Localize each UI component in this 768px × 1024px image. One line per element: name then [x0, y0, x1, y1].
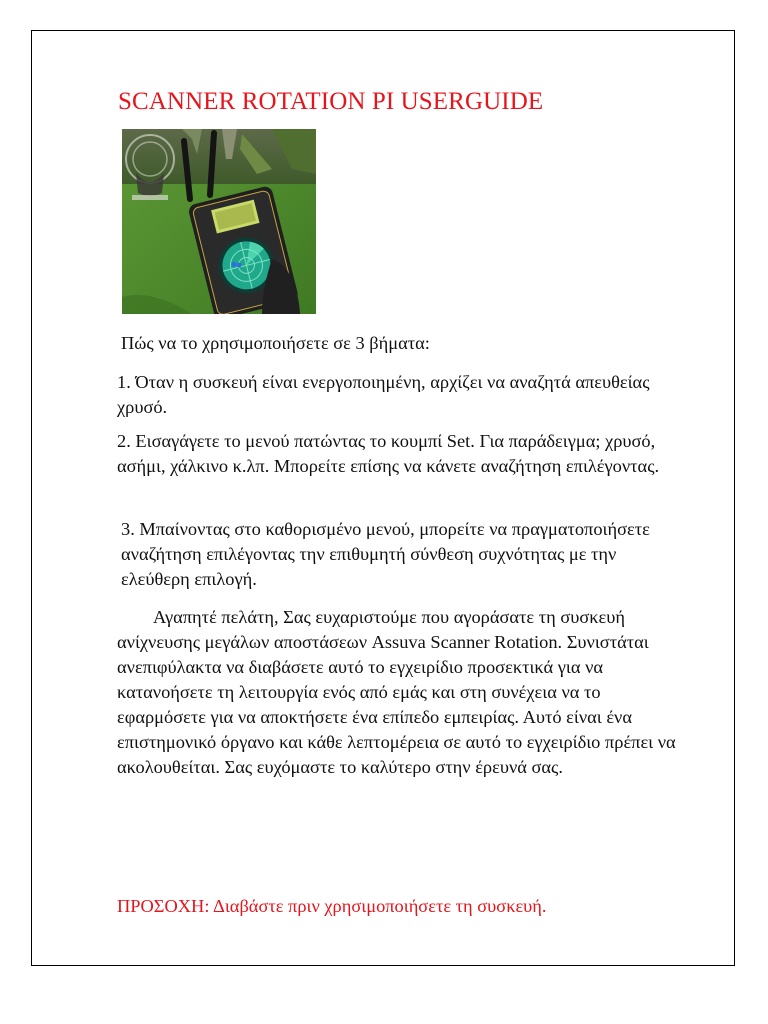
step-2-text: 2. Εισαγάγετε το μενού πατώντας το κουμπί Set. Για παράδειγμα; χρυσό, ασήμι, χάλκινο κ.λπ. Μπορείτε επίσης να κάνετε αναζήτηση επιλέγοντας. [117, 431, 660, 476]
warning-text: : Διαβάστε πριν χρησιμοποιήσετε τη συσκευή. [204, 896, 547, 916]
scanner-device-illustration [122, 129, 316, 314]
warning-notice [117, 894, 547, 919]
step-3-text: 3. Μπαίνοντας στο καθορισμένο μενού, μπορείτε να πραγματοποιήσετε αναζήτηση επιλέγοντας την επιθυμητή σύνθεση συχνότητας με την ελεύθερη επιλογή. [121, 519, 650, 589]
intro-text: Πώς να το χρησιμοποιήσετε σε 3 βήματα: [121, 333, 430, 353]
warning-label: ΠΡΟΣΟΧΗ [117, 896, 205, 916]
document-title: SCANNER ROTATION PI USERGUIDE [118, 88, 544, 115]
step-1-text: 1. Όταν η συσκευή είναι ενεργοποιημένη, αρχίζει να αναζητά απευθείας χρυσό. [117, 372, 650, 417]
scanner-device-photo [122, 129, 316, 314]
customer-paragraph: Αγαπητέ πελάτη, Σας ευχαριστούμε που αγοράσατε τη συσκευή ανίχνευσης μεγάλων αποστάσεων Assuva Scanner Rotation. Συνιστάται ανεπιφύλακτα να διαβάσετε αυτό το εγχειρίδιο προσεκτικά για να κατανοήσετε τη λειτουργία ενός από εμάς και στη συνέχεια να το εφαρμόσετε για να αποκτήσετε ένα επίπεδο εμπειρίας. Αυτό είναι ένα επιστημονικό όργανο και κάθε λεπτομέρεια σε αυτό το εγχειρίδιο πρέπει να ακολουθείται. Σας ευχόμαστε το καλύτερο στην έρευνά σας. [117, 607, 676, 777]
document-page [31, 30, 735, 966]
